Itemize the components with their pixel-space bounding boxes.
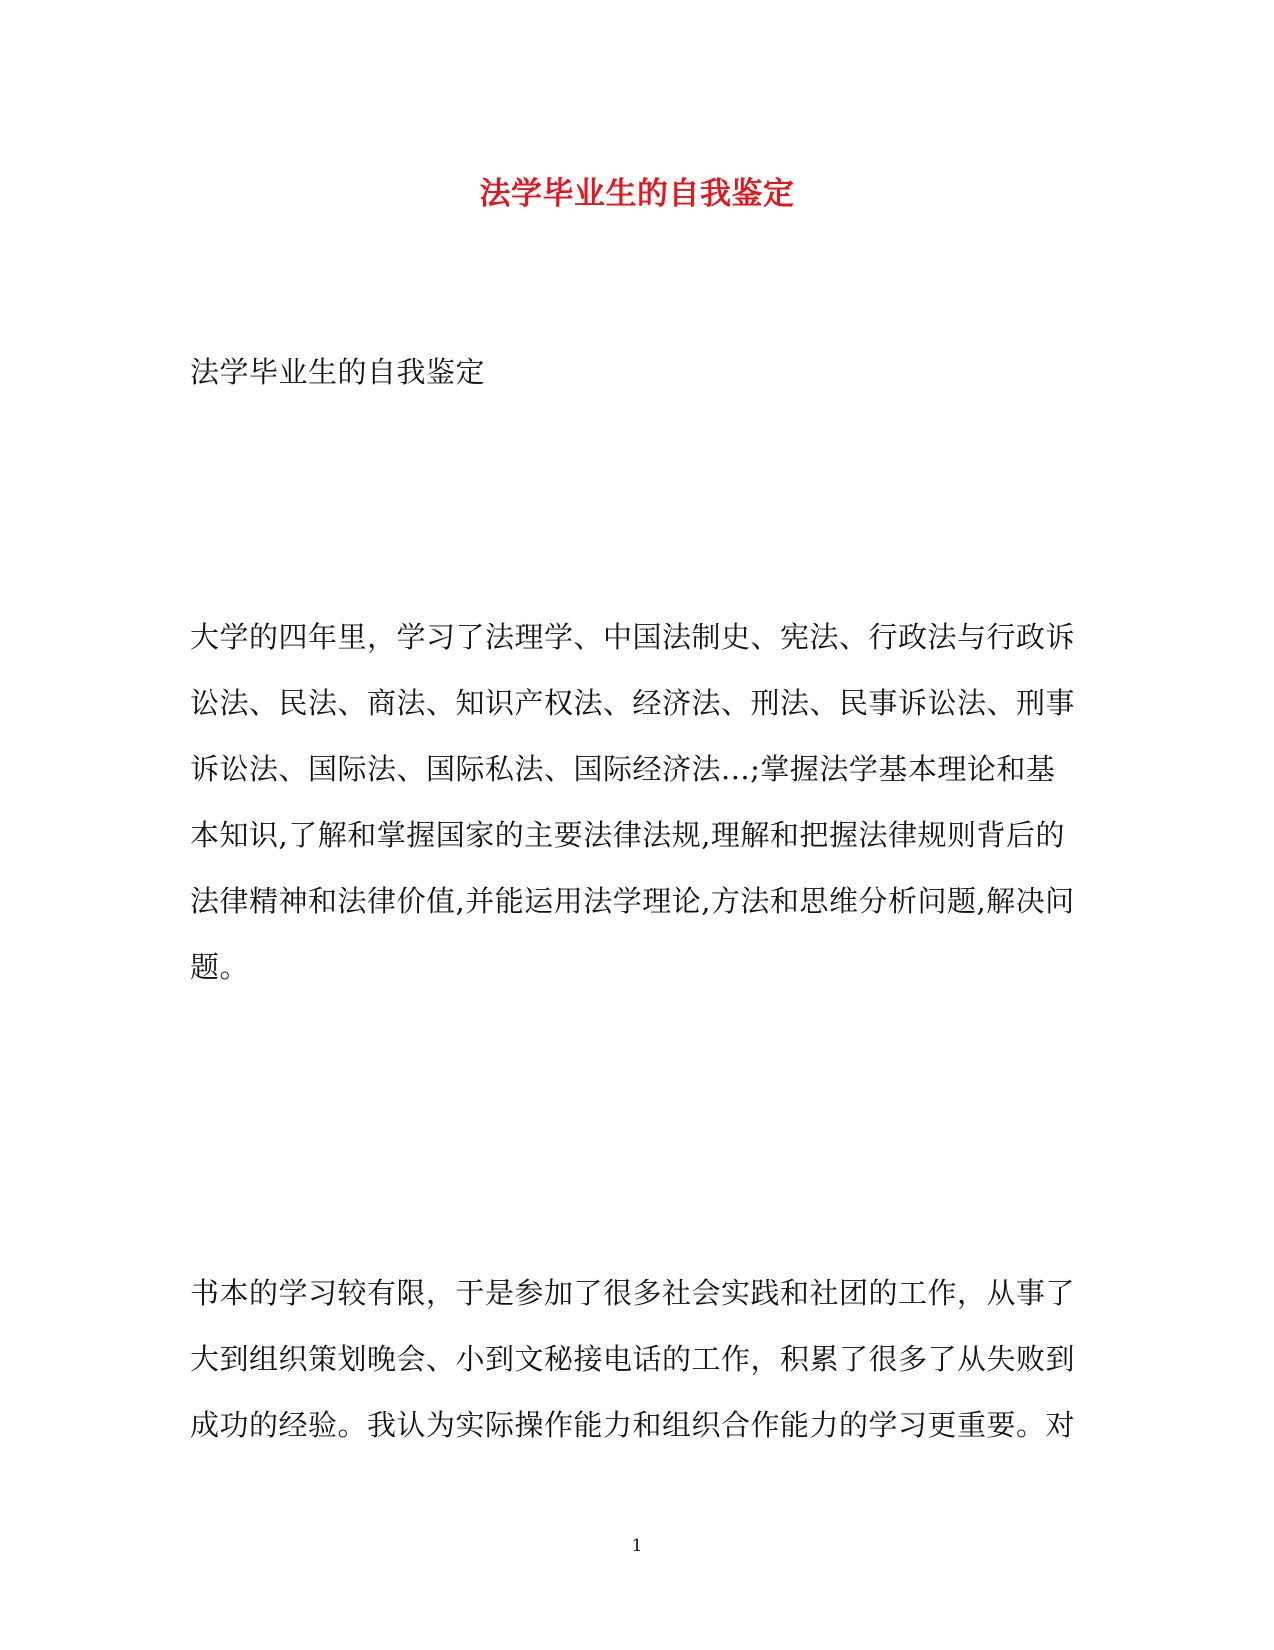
paragraph-line: 大学的四年里，学习了法理学、中国法制史、宪法、行政法与行政诉 bbox=[190, 620, 1076, 654]
paragraph-line: 题。 bbox=[190, 950, 250, 984]
paragraph-practice bbox=[190, 1260, 1090, 1458]
document-subtitle: 法学毕业生的自我鉴定 bbox=[190, 355, 486, 389]
paragraph-line: 书本的学习较有限，于是参加了很多社会实践和社团的工作，从事了 bbox=[190, 1276, 1076, 1310]
paragraph-line: 成功的经验。我认为实际操作能力和组织合作能力的学习更重要。对 bbox=[190, 1408, 1076, 1442]
paragraph-line: 诉讼法、国际法、国际私法、国际经济法...;掌握法学基本理论和基 bbox=[190, 752, 1056, 786]
paragraph-line: 本知识,了解和掌握国家的主要法律法规,理解和把握法律规则背后的 bbox=[190, 818, 1065, 852]
document-title: 法学毕业生的自我鉴定 bbox=[479, 176, 795, 212]
paragraph-line: 讼法、民法、商法、知识产权法、经济法、刑法、民事诉讼法、刑事 bbox=[190, 686, 1076, 720]
page-number: 1 bbox=[631, 1536, 643, 1556]
paragraph-line: 大到组织策划晚会、小到文秘接电话的工作，积累了很多了从失败到 bbox=[190, 1342, 1076, 1376]
paragraph-courses bbox=[190, 604, 1090, 1000]
paragraph-line: 法律精神和法律价值,并能运用法学理论,方法和思维分析问题,解决问 bbox=[190, 884, 1075, 918]
